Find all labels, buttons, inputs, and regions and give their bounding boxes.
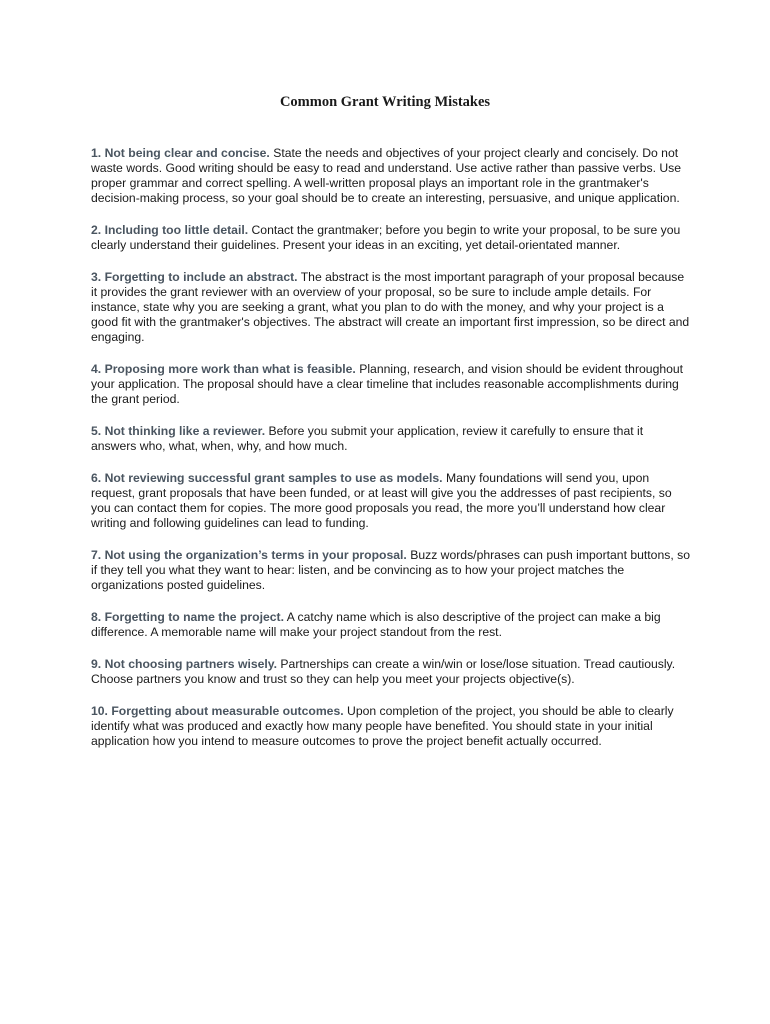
item-number: 10. <box>91 704 108 718</box>
item-body: A catchy name which is also descriptive of the project can make a big difference. A memorable name will make your project standout from the rest. <box>91 610 661 639</box>
item-heading: Not thinking like a reviewer. <box>104 424 266 438</box>
list-item <box>91 424 691 454</box>
list-item <box>91 704 691 749</box>
item-number: 6. <box>91 471 102 485</box>
item-number: 3. <box>91 270 102 284</box>
list-item <box>91 362 691 407</box>
item-body: State the needs and objectives of your project clearly and concisely. Do not waste words. Good writing should be easy to read and understand. Use active rather than passive verbs. Use proper grammar and correct spelling. A well-written proposal plays an important role in the grantmaker's decision-making process, so your goal should be to create an interesting, persuasive, and unique application. <box>91 146 682 205</box>
item-body: Before you submit your application, review it carefully to ensure that it answers who, what, when, why, and how much. <box>91 424 644 453</box>
item-number: 2. <box>91 223 102 237</box>
item-body: Planning, research, and vision should be evident throughout your application. The proposal should have a clear timeline that includes reasonable accomplishments during the grant period. <box>91 362 684 406</box>
item-body: Buzz words/phrases can push important buttons, so if they tell you what they want to hear: listen, and be convincing as to how your project matches the organizations posted guidelines. <box>91 548 690 592</box>
list-item <box>91 270 691 345</box>
item-heading: Not choosing partners wisely. <box>104 657 278 671</box>
item-number: 4. <box>91 362 102 376</box>
item-heading: Not reviewing successful grant samples to use as models. <box>104 471 443 485</box>
item-heading: Proposing more work than what is feasible. <box>104 362 356 376</box>
item-body: The abstract is the most important paragraph of your proposal because it provides the grant reviewer with an overview of your proposal, so be sure to include ample details. For instance, state why you are seeking a grant, what you plan to do with the money, and why your project is a good fit with the grantmaker's objectives. The abstract will create an important first impression, so be direct and engaging. <box>91 270 690 344</box>
list-item <box>91 223 691 253</box>
item-heading: Forgetting to name the project. <box>104 610 284 624</box>
item-heading: Forgetting about measurable outcomes. <box>111 704 344 718</box>
item-number: 5. <box>91 424 102 438</box>
item-number: 8. <box>91 610 102 624</box>
item-heading: Including too little detail. <box>104 223 249 237</box>
item-heading: Not using the organization’s terms in your proposal. <box>104 548 407 562</box>
item-number: 7. <box>91 548 102 562</box>
mistakes-list <box>91 146 691 766</box>
list-item <box>91 548 691 593</box>
item-body: Upon completion of the project, you should be able to clearly identify what was produced and exactly how many people have benefited. You should state in your initial application how you intend to measure outcomes to prove the project benefit actually occurred. <box>91 704 674 748</box>
list-item <box>91 146 691 206</box>
list-item <box>91 610 691 640</box>
item-body: Contact the grantmaker; before you begin to write your proposal, to be sure you clearly understand their guidelines. Present your ideas in an exciting, yet detail-orientated manner. <box>91 223 681 252</box>
item-number: 9. <box>91 657 102 671</box>
list-item <box>91 657 691 687</box>
item-body: Many foundations will send you, upon request, grant proposals that have been funded, or at least will give you the addresses of past recipients, so you can contact them for copies. The more good proposals you read, the more you’ll understand how clear writing and following guidelines can lead to funding. <box>91 471 672 530</box>
list-item <box>91 471 691 531</box>
item-heading: Forgetting to include an abstract. <box>104 270 298 284</box>
item-number: 1. <box>91 146 102 160</box>
page-title: Common Grant Writing Mistakes <box>279 94 491 110</box>
item-body: Partnerships can create a win/win or lose/lose situation. Tread cautiously. Choose partners you know and trust so they can help you meet your projects objective(s). <box>91 657 676 686</box>
item-heading: Not being clear and concise. <box>104 146 270 160</box>
